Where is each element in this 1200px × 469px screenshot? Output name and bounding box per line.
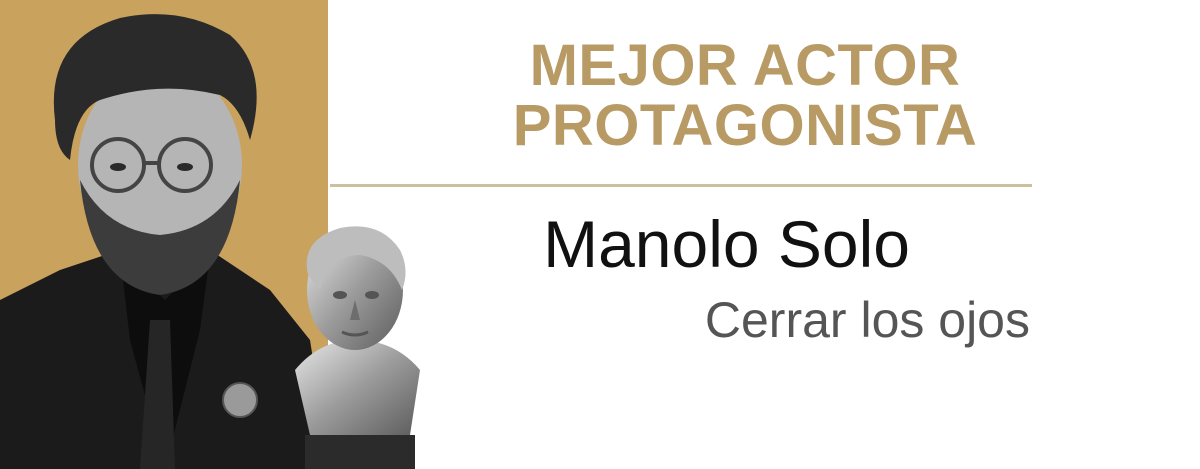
award-category-title bbox=[440, 33, 1050, 158]
award-category-line-2: PROTAGONISTA bbox=[512, 93, 978, 158]
award-category-line-1: MEJOR ACTOR bbox=[529, 33, 961, 98]
section-divider bbox=[330, 184, 1032, 187]
winner-name: Manolo Solo bbox=[543, 207, 910, 281]
film-title: Cerrar los ojos bbox=[704, 292, 1030, 348]
goya-statuette-image bbox=[280, 220, 430, 469]
